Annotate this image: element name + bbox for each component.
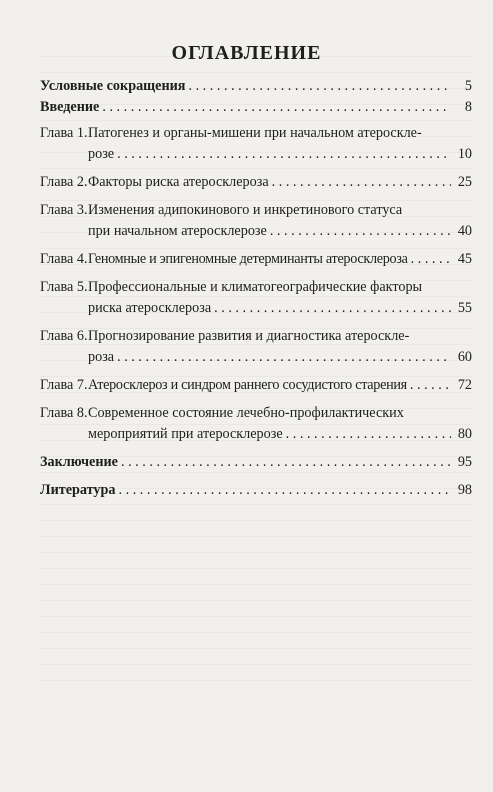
chapter-label: Глава 3. — [40, 202, 88, 218]
toc-entry-conclusion[interactable] — [40, 452, 472, 473]
toc-entry-chapter-5[interactable] — [40, 277, 472, 319]
chapter-title-line1: Изменения адипокинового и инкретинового статуса — [88, 202, 403, 218]
toc-entry-title: Литература — [40, 482, 116, 498]
toc-entry-title: Условные сокращения — [40, 78, 186, 94]
toc-page-number: 45 — [457, 251, 472, 267]
chapter-title-line1: Профессиональные и климатогеографические факторы — [88, 279, 423, 295]
toc-entry-chapter-2[interactable] — [40, 172, 472, 193]
chapter-title-line1: Патогенез и органы-мишени при начальном атероскле- — [88, 125, 422, 141]
toc-entry-chapter-4[interactable] — [40, 249, 472, 270]
toc-page-number: 10 — [457, 146, 472, 162]
chapter-label: Глава 8. — [40, 405, 88, 421]
dot-leader — [286, 424, 451, 445]
toc-entry-chapter-7[interactable] — [40, 375, 472, 396]
toc-entry-title: Введение — [40, 99, 100, 115]
chapter-label: Глава 7. — [40, 377, 88, 393]
toc-entry-chapter-8[interactable] — [40, 403, 472, 445]
toc-page-number: 60 — [457, 349, 472, 365]
chapter-label: Глава 6. — [40, 328, 88, 344]
dot-leader — [411, 249, 451, 270]
chapter-title: Геномные и эпигеномные детерминанты атеросклероза — [88, 251, 408, 267]
dot-leader — [102, 97, 451, 118]
dot-leader — [121, 452, 451, 473]
toc-entry-chapter-1[interactable] — [40, 123, 472, 165]
chapter-title-line2: риска атеросклероза — [88, 300, 212, 316]
dot-leader — [214, 298, 451, 319]
dot-leader — [117, 144, 451, 165]
dot-leader — [272, 172, 451, 193]
chapter-title-line2: роза — [88, 349, 115, 365]
chapter-title-line2: при начальном атеросклерозе — [88, 223, 267, 239]
toc-entry-chapter-3[interactable] — [40, 200, 472, 242]
toc-page-number: 95 — [457, 454, 472, 470]
chapter-label: Глава 4. — [40, 251, 88, 267]
toc-page-number: 40 — [457, 223, 472, 239]
toc-page-number: 5 — [464, 78, 472, 94]
toc-page-number: 98 — [457, 482, 472, 498]
page-title: ОГЛАВЛЕНИЕ — [171, 42, 322, 64]
dot-leader — [117, 347, 451, 368]
toc-page-number: 25 — [457, 174, 472, 190]
toc-page-number: 72 — [457, 377, 472, 393]
chapter-label: Глава 5. — [40, 279, 88, 295]
chapter-title: Факторы риска атеросклероза — [88, 174, 269, 190]
chapter-label: Глава 2. — [40, 174, 88, 190]
toc-entry-literature[interactable] — [40, 480, 472, 501]
toc-page-number: 80 — [457, 426, 472, 442]
chapter-title-line2: мероприятий при атеросклерозе — [88, 426, 283, 442]
dot-leader — [270, 221, 451, 242]
chapter-title-line1: Прогнозирование развития и диагностика атероскле- — [88, 328, 410, 344]
toc-entry-abbreviations[interactable] — [40, 76, 472, 97]
dot-leader — [410, 375, 451, 396]
toc-entry-title: Заключение — [40, 454, 118, 470]
dot-leader — [119, 480, 452, 501]
toc-entry-introduction[interactable] — [40, 97, 472, 118]
chapter-label: Глава 1. — [40, 125, 88, 141]
dot-leader — [188, 76, 451, 97]
table-of-contents — [40, 76, 472, 501]
chapter-title-line2: розе — [88, 146, 115, 162]
toc-entry-chapter-6[interactable] — [40, 326, 472, 368]
chapter-title-line1: Современное состояние лечебно-профилактических — [88, 405, 404, 421]
toc-page-number: 8 — [464, 99, 472, 115]
toc-page-number: 55 — [457, 300, 472, 316]
chapter-title: Атеросклероз и синдром раннего сосудистого старения — [88, 377, 407, 393]
